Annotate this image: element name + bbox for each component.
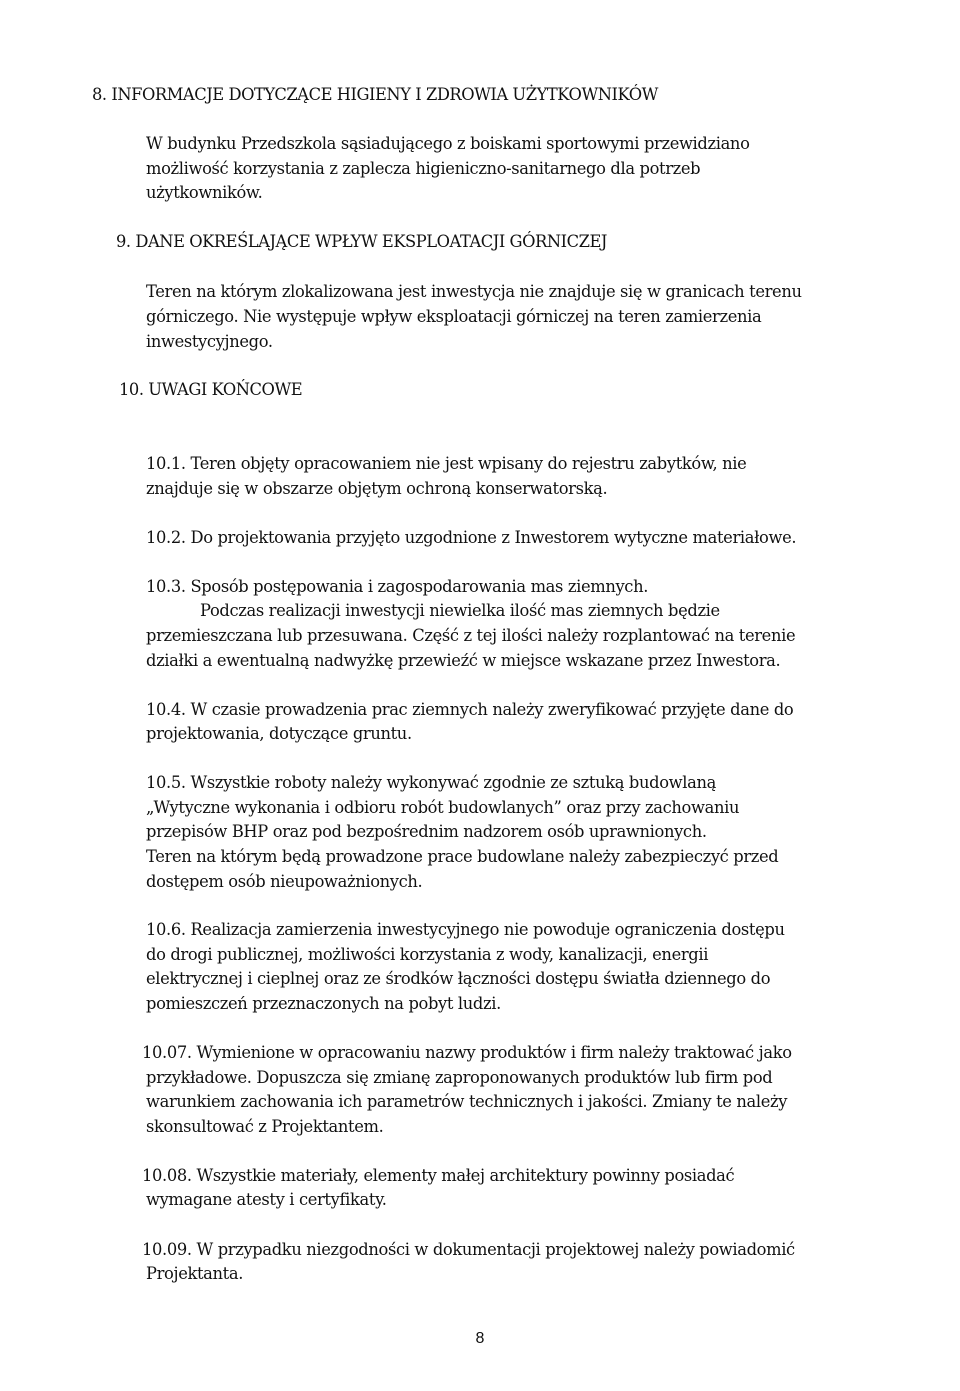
- paragraph-10-08-line: wymagane atesty i certyfikaty.: [146, 1190, 387, 1209]
- paragraph-10-2-line: 10.2. Do projektowania przyjęto uzgodnione z Inwestorem wytyczne materiałowe.: [146, 528, 797, 547]
- section-10-heading: 10. UWAGI KOŃCOWE: [119, 380, 303, 399]
- paragraph-10-1-line: 10.1. Teren objęty opracowaniem nie jest wpisany do rejestru zabytków, nie: [146, 454, 747, 473]
- paragraph-10-07-line: 10.07. Wymienione w opracowaniu nazwy produktów i firm należy traktować jako: [142, 1043, 792, 1062]
- section-8-heading: 8. INFORMACJE DOTYCZĄCE HIGIENY I ZDROWIA UŻYTKOWNIKÓW: [92, 85, 658, 104]
- paragraph-10-5-line: „Wytyczne wykonania i odbioru robót budowlanych” oraz przy zachowaniu: [146, 798, 740, 817]
- paragraph-10-4-line: 10.4. W czasie prowadzenia prac ziemnych należy zweryfikować przyjęte dane do: [146, 700, 794, 719]
- section-9-line: inwestycyjnego.: [146, 332, 273, 351]
- section-8-line: użytkowników.: [146, 183, 263, 202]
- paragraph-10-3-line: Podczas realizacji inwestycji niewielka ilość mas ziemnych będzie: [200, 601, 720, 620]
- paragraph-10-08-line: 10.08. Wszystkie materiały, elementy małej architektury powinny posiadać: [142, 1166, 735, 1185]
- section-8-line: możliwość korzystania z zaplecza higieniczno-sanitarnego dla potrzeb: [146, 159, 701, 178]
- paragraph-10-3-line: przemieszczana lub przesuwana. Część z tej ilości należy rozplantować na terenie: [146, 626, 796, 645]
- paragraph-10-09-line: Projektanta.: [146, 1264, 244, 1283]
- section-9-heading: 9. DANE OKREŚLAJĄCE WPŁYW EKSPLOATACJI GÓRNICZEJ: [116, 232, 607, 251]
- paragraph-10-3-line: działki a ewentualną nadwyżkę przewieźć w miejsce wskazane przez Inwestora.: [146, 651, 781, 670]
- paragraph-10-07-line: warunkiem zachowania ich parametrów technicznych i jakości. Zmiany te należy: [146, 1092, 788, 1111]
- paragraph-10-5-line: 10.5. Wszystkie roboty należy wykonywać zgodnie ze sztuką budowlaną: [146, 773, 716, 792]
- paragraph-10-3-line: 10.3. Sposób postępowania i zagospodarowania mas ziemnych.: [146, 577, 649, 596]
- page-number: 8: [475, 1330, 485, 1347]
- paragraph-10-6-line: 10.6. Realizacja zamierzenia inwestycyjnego nie powoduje ograniczenia dostępu: [146, 920, 785, 939]
- section-9-line: górniczego. Nie występuje wpływ eksploatacji górniczej na teren zamierzenia: [146, 307, 762, 326]
- paragraph-10-5-line: Teren na którym będą prowadzone prace budowlane należy zabezpieczyć przed: [146, 847, 779, 866]
- paragraph-10-6-line: pomieszczeń przeznaczonych na pobyt ludzi.: [146, 994, 501, 1013]
- section-8-line: W budynku Przedszkola sąsiadującego z boiskami sportowymi przewidziano: [146, 134, 750, 153]
- paragraph-10-07-line: skonsultować z Projektantem.: [146, 1117, 384, 1136]
- section-9-line: Teren na którym zlokalizowana jest inwestycja nie znajduje się w granicach terenu: [146, 282, 802, 301]
- paragraph-10-6-line: elektrycznej i cieplnej oraz ze środków łączności dostępu światła dziennego do: [146, 969, 771, 988]
- paragraph-10-07-line: przykładowe. Dopuszcza się zmianę zaproponowanych produktów lub firm pod: [146, 1068, 773, 1087]
- paragraph-10-1-line: znajduje się w obszarze objętym ochroną konserwatorską.: [146, 479, 608, 498]
- paragraph-10-5-line: przepisów BHP oraz pod bezpośrednim nadzorem osób uprawnionych.: [146, 822, 707, 841]
- paragraph-10-09-line: 10.09. W przypadku niezgodności w dokumentacji projektowej należy powiadomić: [142, 1240, 795, 1259]
- paragraph-10-4-line: projektowania, dotyczące gruntu.: [146, 724, 412, 743]
- paragraph-10-6-line: do drogi publicznej, możliwości korzystania z wody, kanalizacji, energii: [146, 945, 709, 964]
- paragraph-10-5-line: dostępem osób nieupoważnionych.: [146, 872, 423, 891]
